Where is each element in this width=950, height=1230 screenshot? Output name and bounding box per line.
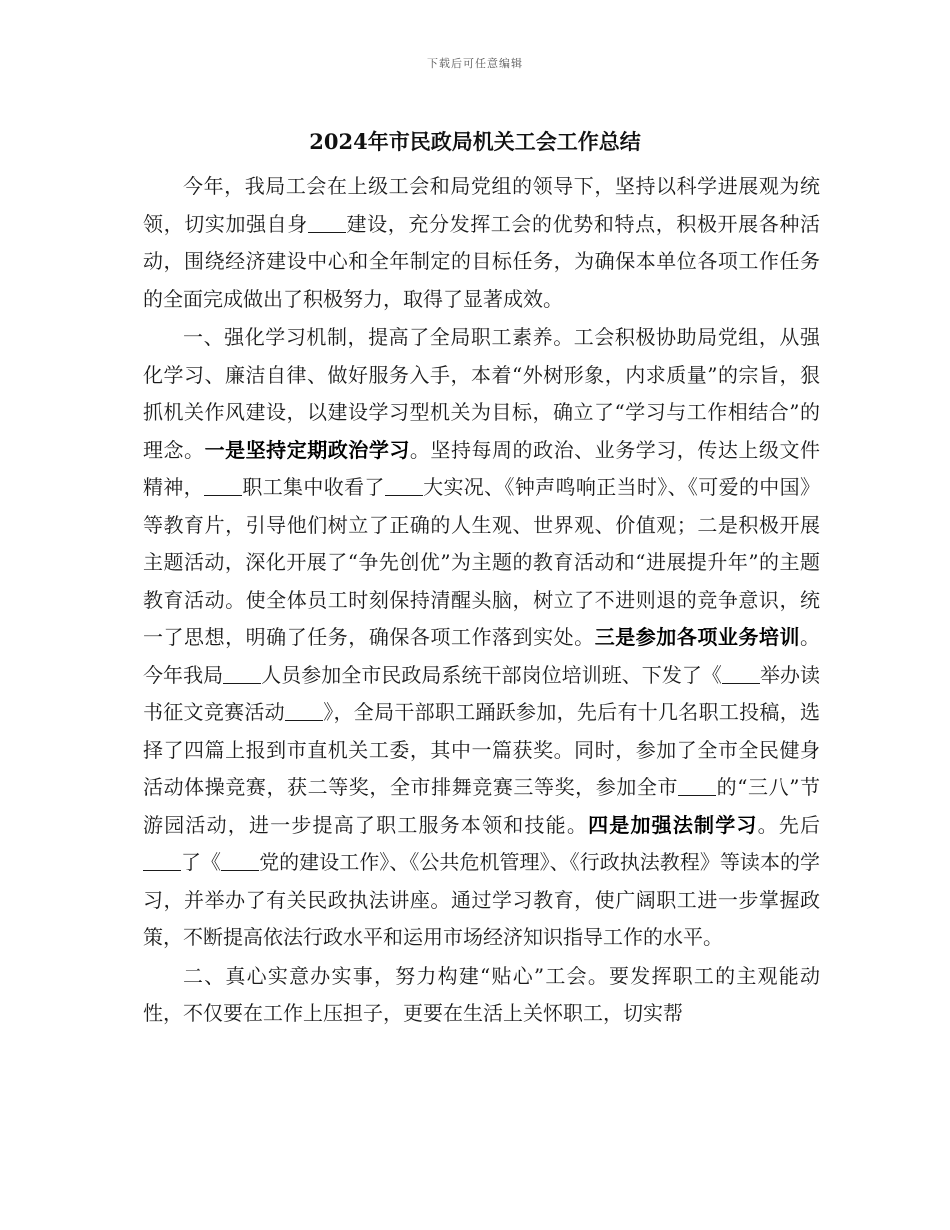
blank-field <box>223 665 261 684</box>
text-run: 党的建设工作》、《公共危机管理》、《行政执法教程》等读本的学习，并举办了有关民政执法讲座。通过学习教育，使广阔职工进一步掌握政策，不断提高依法行政水平和运用市场经济知识指导工作的水平。 <box>143 850 821 949</box>
blank-field <box>143 852 181 871</box>
text-run: 》，全局干部职工踊跃参加，先后有十几名职工投稿，选择了四篇上报到市直机关工委，其中一篇获奖。同时，参加了全市全民健身活动体操竞赛，获二等奖，全市排舞竞赛三等奖，参加全市 <box>143 700 820 799</box>
paragraph-intro <box>143 168 820 318</box>
text-run: 了《 <box>181 850 222 874</box>
text-run: 。先后 <box>757 812 821 837</box>
blank-field <box>678 777 716 796</box>
text-run: 大实况、《钟声鸣响正当时》、《可爱的中国》等教育片，引导他们树立了正确的人生观、世界观、价值观；二是积极开展主题活动，深化开展了“争先创优”为主题的教育活动和“进展提升年”的主题教育活动。使全体员工时刻保持清醒头脑，树立了不进则退的竞争意识，统一了思想，明确了任务，确保各项工作落到实处。 <box>143 475 820 649</box>
blank-field <box>221 852 259 871</box>
document-body <box>143 168 820 1033</box>
bold-heading-1: 一是坚持定期政治学习 <box>204 437 410 462</box>
header-note: 下载后可任意编辑 <box>427 57 523 70</box>
bold-heading-3: 三是参加各项业务培训 <box>594 625 800 649</box>
blank-field <box>204 477 242 496</box>
blank-field <box>385 477 423 496</box>
text-run: 人员参加全市民政局系统干部岗位培训班、下发了《 <box>261 662 722 687</box>
blank-field <box>308 214 346 233</box>
paragraph-section-2 <box>143 958 820 1033</box>
text-run: 。坚持每周的政治、业务学习，传达上级文件精神， <box>143 437 820 499</box>
text-run: 举办读书征文竞赛活动 <box>143 662 821 724</box>
text-run: 。今年我局 <box>143 625 820 687</box>
blank-field <box>722 665 760 684</box>
text-run: 一、强化学习机制，提高了全局职工素养。工会积极协助局党组，从强化学习、廉洁自律、做好服务入手，本着“外树形象，内求质量”的宗旨，狠抓机关作风建设，以建设学习型机关为目标，确立了“学习与工作相结合”的理念。 <box>143 325 820 462</box>
paragraph-section-1 <box>143 319 820 957</box>
text-run: 今年，我局工会在上级工会和局党组的领导下，坚持以科学进展观为统领，切实加强自身 <box>143 174 820 236</box>
text-run: 职工集中收看了 <box>242 475 385 499</box>
bold-heading-4: 四是加强法制学习 <box>588 812 758 837</box>
blank-field <box>285 702 323 721</box>
text-run: 建设，充分发挥工会的优势和特点，积极开展各种活动，围绕经济建设中心和全年制定的目标任务，为确保本单位各项工作任务的全面完成做出了积极努力，取得了显著成效。 <box>143 211 821 311</box>
text-run: 二、真心实意办实事，努力构建“贴心”工会。要发挥职工的主观能动性，不仅要在工作上压担子，更要在生活上关怀职工，切实帮 <box>143 963 820 1025</box>
text-run: 的“三八”节游园活动，进一步提高了职工服务本领和技能。 <box>143 775 821 837</box>
document-title: 2024年市民政局机关工会工作总结 <box>309 129 641 154</box>
